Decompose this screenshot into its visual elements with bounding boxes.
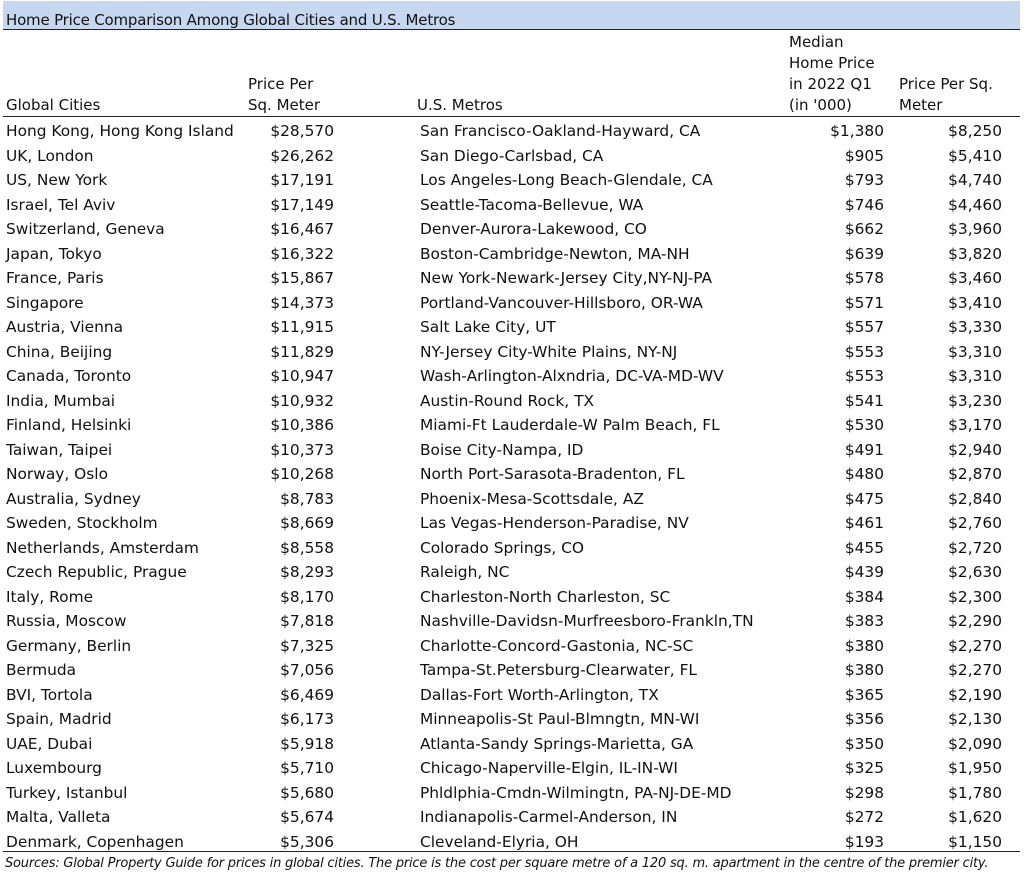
us-metro-cell: North Port-Sarasota-Bradenton, FL: [420, 465, 685, 483]
global-city-cell: Australia, Sydney: [6, 489, 141, 508]
header-price-per-sq-meter-metro: [899, 74, 993, 116]
global-city-cell: UAE, Dubai: [6, 734, 93, 753]
us-metro-cell: Atlanta-Sandy Springs-Marietta, GA: [420, 734, 694, 753]
us-metro-cell: Colorado Springs, CO: [420, 538, 585, 557]
median-home-price-cell: $193: [844, 832, 884, 851]
median-home-price-cell: $439: [844, 563, 884, 581]
table-row: [3, 389, 1002, 414]
spacer-cell: [334, 511, 418, 536]
header-median-line1: Median: [789, 33, 844, 51]
spacer-cell: [334, 683, 418, 708]
table-row: [3, 144, 1002, 169]
spacer-cell: [334, 340, 418, 365]
table-row: [3, 462, 1002, 487]
header-median-line2: Home Price: [789, 54, 875, 72]
spacer-cell: [334, 634, 418, 659]
global-city-cell: Czech Republic, Prague: [6, 563, 187, 581]
us-metro-cell: Raleigh, NC: [420, 563, 510, 581]
spacer-cell: [334, 217, 418, 242]
us-metro-cell: Las Vegas-Henderson-Paradise, NV: [420, 514, 689, 532]
us-metro-cell: Tampa-St.Petersburg-Clearwater, FL: [420, 661, 697, 679]
global-city-cell: Finland, Helsinki: [6, 416, 132, 434]
us-metro-cell: San Diego-Carlsbad, CA: [420, 146, 604, 165]
median-home-price-cell: $553: [844, 342, 884, 361]
spacer-cell: [334, 193, 418, 218]
global-city-cell: Canada, Toronto: [6, 367, 132, 385]
price-per-sqm-cell: $7,818: [280, 612, 334, 630]
spacer-cell: [334, 364, 418, 389]
spacer-cell: [334, 487, 418, 512]
table-row: [3, 634, 1002, 659]
spacer-cell: [334, 266, 418, 291]
price-per-sqm-cell: $10,947: [270, 367, 334, 385]
price-per-sqm-cell: $14,373: [270, 293, 334, 312]
us-metro-cell: Minneapolis-St Paul-Blmngtn, MN-WI: [420, 710, 700, 728]
metro-price-per-sq-meter-cell: $3,310: [948, 342, 1002, 361]
table-row: [3, 266, 1002, 291]
metro-price-per-sq-meter-cell: $3,820: [948, 244, 1002, 263]
header-divider: [3, 116, 1020, 117]
header-median-line4: (in '000): [789, 96, 852, 114]
spacer-cell: [334, 609, 418, 634]
table-row: [3, 217, 1002, 242]
table-row: [3, 707, 1002, 732]
global-city-cell: Singapore: [6, 293, 84, 312]
price-per-sqm-cell: $10,373: [270, 440, 334, 459]
median-home-price-cell: $571: [844, 293, 884, 312]
table-row: [3, 511, 1002, 536]
median-home-price-cell: $746: [844, 195, 884, 214]
median-home-price-cell: $298: [844, 783, 884, 802]
table-row: [3, 119, 1002, 144]
spacer-cell: [334, 462, 418, 487]
us-metro-cell: Charlotte-Concord-Gastonia, NC-SC: [420, 636, 694, 655]
price-per-sqm-cell: $5,674: [280, 808, 334, 826]
metro-price-per-sq-meter-cell: $2,090: [948, 734, 1002, 753]
metro-price-per-sq-meter-cell: $3,410: [948, 293, 1002, 312]
spacer-cell: [334, 291, 418, 316]
us-metro-cell: Dallas-Fort Worth-Arlington, TX: [420, 685, 659, 704]
sources-footnote: Sources: Global Property Guide for prices in global cities. The price is the cost per square metre of a 120 sq. m. apartment in the centre of the premier city.: [5, 856, 989, 871]
spacer-cell: [334, 732, 418, 757]
table-row: [3, 193, 1002, 218]
spacer-cell: [334, 707, 418, 732]
global-city-cell: UK, London: [6, 146, 94, 165]
spacer-cell: [334, 413, 418, 438]
table-row: [3, 364, 1002, 389]
header-us-metros: U.S. Metros: [417, 96, 503, 114]
spacer-cell: [334, 805, 418, 830]
median-home-price-cell: $905: [844, 146, 884, 165]
price-per-sqm-cell: $8,669: [280, 514, 334, 532]
median-home-price-cell: $350: [844, 734, 884, 753]
us-metro-cell: Boston-Cambridge-Newton, MA-NH: [420, 244, 690, 263]
spacer-cell: [334, 756, 418, 781]
price-per-sqm-cell: $5,710: [280, 759, 334, 777]
metro-price-per-sq-meter-cell: $3,960: [948, 220, 1002, 238]
metro-price-per-sq-meter-cell: $2,630: [948, 563, 1002, 581]
median-home-price-cell: $383: [844, 612, 884, 630]
table-row: [3, 732, 1002, 757]
metro-price-per-sq-meter-cell: $1,620: [948, 808, 1002, 826]
table-row: [3, 242, 1002, 267]
spacer-cell: [334, 144, 418, 169]
global-city-cell: Taiwan, Taipei: [6, 440, 113, 459]
us-metro-cell: Wash-Arlington-Alxndria, DC-VA-MD-WV: [420, 367, 724, 385]
metro-price-per-sq-meter-cell: $2,840: [948, 489, 1002, 508]
table-title-bar: [3, 1, 1020, 30]
metro-price-per-sq-meter-cell: $3,460: [948, 269, 1002, 287]
table-row: [3, 413, 1002, 438]
price-per-sqm-cell: $8,558: [280, 538, 334, 557]
global-city-cell: Switzerland, Geneva: [6, 220, 165, 238]
global-city-cell: Hong Kong, Hong Kong Island: [6, 122, 234, 140]
header-global-cities: Global Cities: [6, 96, 101, 114]
median-home-price-cell: $1,380: [830, 122, 884, 140]
global-city-cell: India, Mumbai: [6, 391, 116, 410]
metro-price-per-sq-meter-cell: $1,150: [948, 832, 1002, 851]
median-home-price-cell: $793: [844, 171, 884, 189]
table-row: [3, 536, 1002, 561]
median-home-price-cell: $578: [844, 269, 884, 287]
price-per-sqm-cell: $26,262: [270, 146, 334, 165]
price-per-sqm-cell: $7,056: [280, 661, 334, 679]
us-metro-cell: Denver-Aurora-Lakewood, CO: [420, 220, 647, 238]
median-home-price-cell: $639: [844, 244, 884, 263]
table-row: [3, 340, 1002, 365]
table-row: [3, 805, 1002, 830]
price-per-sqm-cell: $8,293: [280, 563, 334, 581]
spacer-cell: [334, 438, 418, 463]
table-row: [3, 585, 1002, 610]
global-city-cell: France, Paris: [6, 269, 104, 287]
us-metro-cell: NY-Jersey City-White Plains, NY-NJ: [420, 342, 678, 361]
us-metro-cell: New York-Newark-Jersey City,NY-NJ-PA: [420, 269, 713, 287]
us-metro-cell: Boise City-Nampa, ID: [420, 440, 584, 459]
metro-price-per-sq-meter-cell: $2,940: [948, 440, 1002, 459]
us-metro-cell: Portland-Vancouver-Hillsboro, OR-WA: [420, 293, 703, 312]
price-per-sqm-cell: $10,268: [270, 465, 334, 483]
us-metro-cell: Charleston-North Charleston, SC: [420, 587, 671, 606]
median-home-price-cell: $461: [844, 514, 884, 532]
footer-divider: [3, 851, 1020, 852]
median-home-price-cell: $356: [844, 710, 884, 728]
median-home-price-cell: $475: [844, 489, 884, 508]
median-home-price-cell: $557: [844, 318, 884, 336]
us-metro-cell: Seattle-Tacoma-Bellevue, WA: [420, 195, 644, 214]
global-city-cell: Russia, Moscow: [6, 612, 127, 630]
us-metro-cell: Salt Lake City, UT: [420, 318, 556, 336]
median-home-price-cell: $530: [844, 416, 884, 434]
metro-price-per-sq-meter-cell: $4,740: [948, 171, 1002, 189]
median-home-price-cell: $455: [844, 538, 884, 557]
median-home-price-cell: $380: [844, 636, 884, 655]
table-row: [3, 291, 1002, 316]
metro-price-per-sq-meter-cell: $5,410: [948, 146, 1002, 165]
metro-price-per-sq-meter-cell: $2,130: [948, 710, 1002, 728]
global-city-cell: Sweden, Stockholm: [6, 514, 158, 532]
metro-price-per-sq-meter-cell: $3,230: [948, 391, 1002, 410]
price-per-sqm-cell: $5,306: [280, 832, 334, 851]
median-home-price-cell: $662: [844, 220, 884, 238]
median-home-price-cell: $553: [844, 367, 884, 385]
us-metro-cell: San Francisco-Oakland-Hayward, CA: [420, 122, 701, 140]
comparison-table: [3, 119, 1002, 854]
table-row: [3, 560, 1002, 585]
global-city-cell: Turkey, Istanbul: [6, 783, 128, 802]
median-home-price-cell: $384: [844, 587, 884, 606]
us-metro-cell: Nashville-Davidsn-Murfreesboro-Frankln,TN: [420, 612, 754, 630]
metro-price-per-sq-meter-cell: $1,780: [948, 783, 1002, 802]
metro-price-per-sq-meter-cell: $1,950: [948, 759, 1002, 777]
header-psq-line2: Meter: [899, 96, 943, 114]
global-city-cell: Luxembourg: [6, 759, 102, 777]
us-metro-cell: Cleveland-Elyria, OH: [420, 832, 579, 851]
header-price-per-sqm-line1: Price Per: [248, 75, 314, 93]
table-row: [3, 658, 1002, 683]
metro-price-per-sq-meter-cell: $2,190: [948, 685, 1002, 704]
table-row: [3, 438, 1002, 463]
price-per-sqm-cell: $16,322: [270, 244, 334, 263]
median-home-price-cell: $365: [844, 685, 884, 704]
price-per-sqm-cell: $7,325: [280, 636, 334, 655]
price-per-sqm-cell: $11,915: [270, 318, 334, 336]
global-city-cell: Italy, Rome: [6, 587, 94, 606]
price-per-sqm-cell: $5,680: [280, 783, 334, 802]
spacer-cell: [334, 119, 418, 144]
metro-price-per-sq-meter-cell: $3,170: [948, 416, 1002, 434]
spacer-cell: [334, 585, 418, 610]
table-title: Home Price Comparison Among Global Cities and U.S. Metros: [6, 11, 456, 29]
us-metro-cell: Phldlphia-Cmdn-Wilmingtn, PA-NJ-DE-MD: [420, 783, 732, 802]
table-row: [3, 756, 1002, 781]
table-row: [3, 168, 1002, 193]
median-home-price-cell: $272: [844, 808, 884, 826]
us-metro-cell: Austin-Round Rock, TX: [420, 391, 595, 410]
metro-price-per-sq-meter-cell: $8,250: [948, 122, 1002, 140]
us-metro-cell: Phoenix-Mesa-Scottsdale, AZ: [420, 489, 644, 508]
price-per-sqm-cell: $17,191: [270, 171, 334, 189]
global-city-cell: Netherlands, Amsterdam: [6, 538, 199, 557]
metro-price-per-sq-meter-cell: $2,870: [948, 465, 1002, 483]
spacer-cell: [334, 242, 418, 267]
header-median-home-price: [789, 32, 875, 116]
price-per-sqm-cell: $10,386: [270, 416, 334, 434]
price-per-sqm-cell: $11,829: [270, 342, 334, 361]
global-city-cell: US, New York: [6, 171, 108, 189]
median-home-price-cell: $480: [844, 465, 884, 483]
global-city-cell: Israel, Tel Aviv: [6, 195, 116, 214]
global-city-cell: Norway, Oslo: [6, 465, 108, 483]
global-city-cell: Germany, Berlin: [6, 636, 132, 655]
price-per-sqm-cell: $10,932: [270, 391, 334, 410]
median-home-price-cell: $491: [844, 440, 884, 459]
table-row: [3, 487, 1002, 512]
spacer-cell: [334, 168, 418, 193]
header-median-line3: in 2022 Q1: [789, 75, 872, 93]
metro-price-per-sq-meter-cell: $2,300: [948, 587, 1002, 606]
median-home-price-cell: $541: [844, 391, 884, 410]
comparison-table-body: [3, 119, 1002, 854]
metro-price-per-sq-meter-cell: $2,270: [948, 636, 1002, 655]
price-per-sqm-cell: $16,467: [270, 220, 334, 238]
global-city-cell: BVI, Tortola: [6, 685, 93, 704]
us-metro-cell: Chicago-Naperville-Elgin, IL-IN-WI: [420, 759, 678, 777]
price-per-sqm-cell: $28,570: [270, 122, 334, 140]
metro-price-per-sq-meter-cell: $3,310: [948, 367, 1002, 385]
global-city-cell: Bermuda: [6, 661, 77, 679]
global-city-cell: Spain, Madrid: [6, 710, 112, 728]
global-city-cell: Denmark, Copenhagen: [6, 832, 184, 851]
spacer-cell: [334, 389, 418, 414]
us-metro-cell: Indianapolis-Carmel-Anderson, IN: [420, 808, 678, 826]
spacer-cell: [334, 536, 418, 561]
global-city-cell: China, Beijing: [6, 342, 113, 361]
table-row: [3, 781, 1002, 806]
price-per-sqm-cell: $15,867: [270, 269, 334, 287]
metro-price-per-sq-meter-cell: $2,290: [948, 612, 1002, 630]
table-row: [3, 683, 1002, 708]
spacer-cell: [334, 658, 418, 683]
table-row: [3, 609, 1002, 634]
us-metro-cell: Miami-Ft Lauderdale-W Palm Beach, FL: [420, 416, 720, 434]
global-city-cell: Japan, Tokyo: [6, 244, 102, 263]
price-per-sqm-cell: $8,783: [280, 489, 334, 508]
price-per-sqm-cell: $6,173: [280, 710, 334, 728]
metro-price-per-sq-meter-cell: $2,270: [948, 661, 1002, 679]
header-price-per-sqm: [248, 74, 320, 116]
metro-price-per-sq-meter-cell: $4,460: [948, 195, 1002, 214]
us-metro-cell: Los Angeles-Long Beach-Glendale, CA: [420, 171, 713, 189]
price-per-sqm-cell: $6,469: [280, 685, 334, 704]
global-city-cell: Malta, Valleta: [6, 808, 111, 826]
global-city-cell: Austria, Vienna: [6, 318, 124, 336]
table-row: [3, 315, 1002, 340]
price-per-sqm-cell: $8,170: [280, 587, 334, 606]
metro-price-per-sq-meter-cell: $2,720: [948, 538, 1002, 557]
header-price-per-sqm-line2: Sq. Meter: [248, 96, 321, 114]
spacer-cell: [334, 315, 418, 340]
price-per-sqm-cell: $5,918: [280, 734, 334, 753]
spacer-cell: [334, 781, 418, 806]
header-psq-line1: Price Per Sq.: [899, 75, 993, 93]
spacer-cell: [334, 560, 418, 585]
metro-price-per-sq-meter-cell: $2,760: [948, 514, 1002, 532]
median-home-price-cell: $380: [844, 661, 884, 679]
metro-price-per-sq-meter-cell: $3,330: [948, 318, 1002, 336]
price-per-sqm-cell: $17,149: [270, 195, 334, 214]
median-home-price-cell: $325: [844, 759, 884, 777]
